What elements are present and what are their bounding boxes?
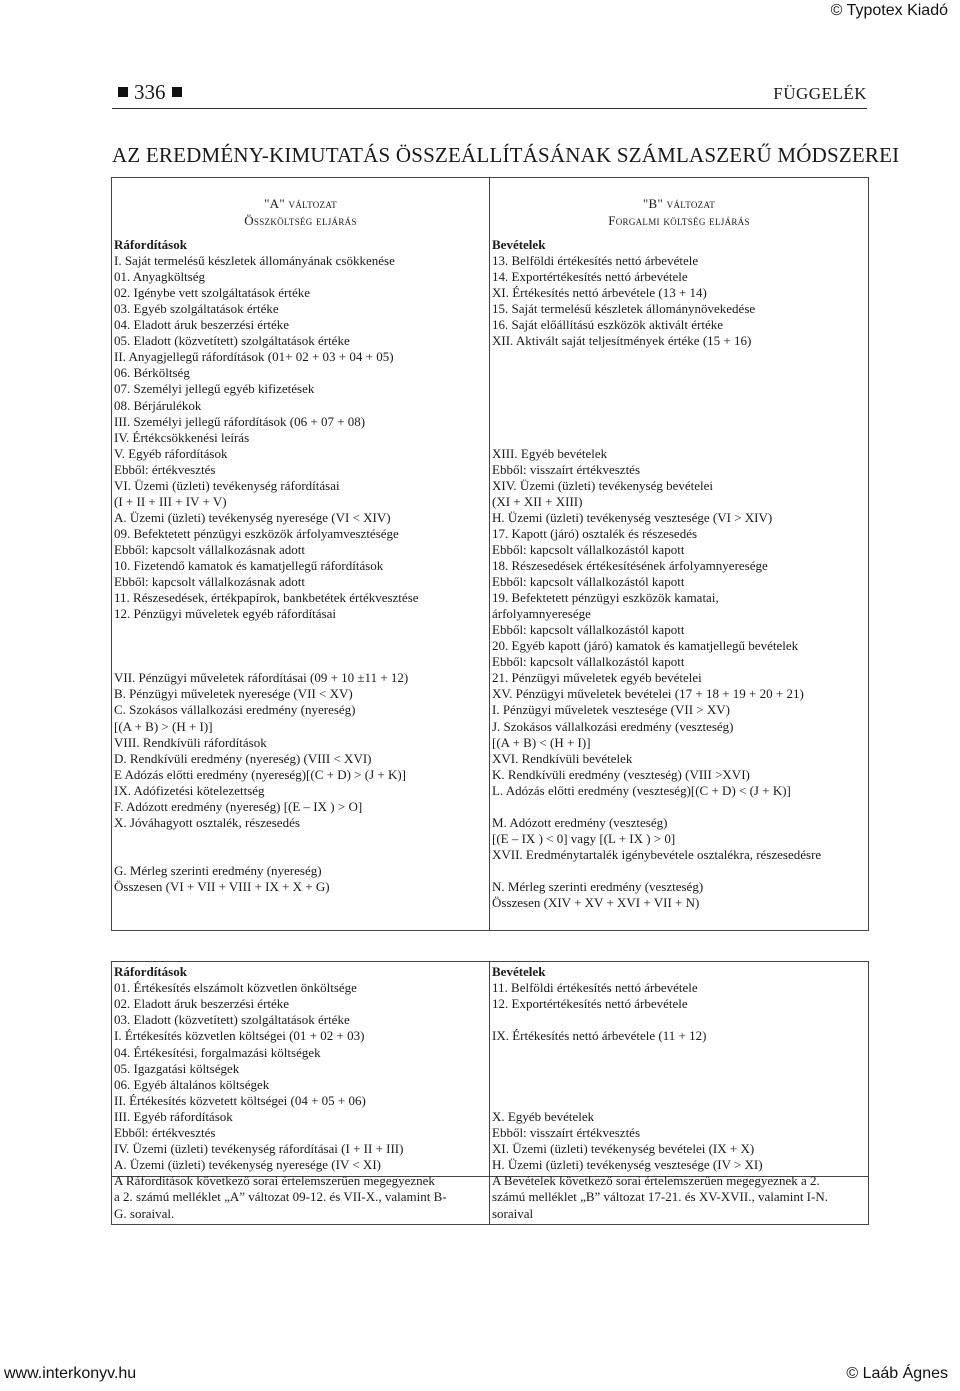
table-line: A Bevételek következő sorai értelemszerűen megegyeznek a 2. [492, 1173, 820, 1189]
table-line: XI. Értékesítés nettó árbevétele (13 + 14) [492, 285, 707, 301]
table-line: 01. Anyagköltség [114, 269, 205, 285]
column-heading: Ráfordítások [114, 964, 187, 979]
table-line: 18. Részesedések értékesítésének árfolyamnyeresége [492, 558, 768, 573]
table-line: 14. Exportértékesítés nettó árbevétele [492, 269, 688, 285]
table-line: 09. Befektetett pénzügyi eszközök árfolyamvesztésége [114, 525, 399, 541]
table-line: 13. Belföldi értékesítés nettó árbevétele [492, 253, 699, 269]
table-line: 20. Egyéb kapott (járó) kamatok és kamatjellegű bevételek [492, 638, 799, 654]
table-line: I. Saját termelésű készletek állományának csökkenése [114, 253, 395, 269]
table-line: [(A + B) > (H + I)] [114, 718, 213, 734]
table-line: IV. Értékcsökkenési leírás [114, 429, 250, 445]
table-line: M. Adózott eredmény (veszteség) [492, 814, 668, 830]
table-line: árfolyamnyeresége [492, 606, 591, 622]
column-heading: Bevételek [492, 964, 546, 979]
section-name: FÜGGELÉK [773, 84, 867, 103]
table-line: Ebből: kapcsolt vállalkozástól kapott [492, 574, 685, 590]
table-line: Ebből: visszaírt értékvesztés [492, 1125, 641, 1140]
page-number-block [112, 80, 188, 105]
table-line: (XI + XII + XIII) [492, 493, 583, 509]
page-title: AZ EREDMÉNY-KIMUTATÁS ÖSSZEÁLLÍTÁSÁNAK SZÁMLASZERŰ MÓDSZEREI [112, 143, 900, 167]
method-comparison-table [111, 177, 869, 931]
table-line: L. Adózás előtti eredmény (veszteség)[(C + D) < (J + K)] [492, 782, 791, 798]
page-header [112, 80, 867, 109]
table-line: A. Üzemi (üzleti) tevékenység nyeresége (IV < XI) [114, 1157, 381, 1173]
table-line: Ebből: kapcsolt vállalkozástól kapott [492, 541, 685, 557]
table-line: Ebből: kapcsolt vállalkozásnak adott [114, 541, 305, 557]
table-line: 19. Befektetett pénzügyi eszközök kamatai, [492, 590, 719, 606]
square-bullet-icon [118, 87, 128, 97]
page-number: 336 [134, 80, 166, 104]
table-line: 05. Eladott (közvetített) szolgáltatások értéke [114, 333, 350, 349]
variant-b-header [490, 195, 868, 229]
table-line: II. Értékesítés közvetett költségei (04 + 05 + 06) [114, 1092, 366, 1108]
table-line: soraival [492, 1205, 534, 1221]
table-line: (I + II + III + IV + V) [114, 493, 227, 509]
column-heading: Bevételek [492, 237, 546, 252]
table-line: XII. Aktivált saját teljesítmények értéke (15 + 16) [492, 333, 752, 349]
table-line: F. Adózott eredmény (nyereség) [(E – IX ) > O] [114, 798, 363, 814]
copyright-watermark-top: © Typotex Kiadó [830, 2, 948, 19]
variant-a-header [112, 195, 489, 229]
table-line: 10. Fizetendő kamatok és kamatjellegű ráfordítások [114, 558, 384, 573]
table-line: K. Rendkívüli eredmény (veszteség) (VIII >XVI) [492, 766, 750, 782]
table-line: Ebből: kapcsolt vállalkozásnak adott [114, 574, 305, 590]
website-watermark: www.interkonyv.hu [4, 1365, 137, 1382]
column-divider [489, 962, 490, 1224]
table-line: X. Egyéb bevételek [492, 1108, 595, 1124]
table-line: Ebből: visszaírt értékvesztés [492, 461, 641, 477]
column-divider [489, 178, 490, 930]
table-line: VII. Pénzügyi műveletek ráfordításai (09 + 10 ±11 + 12) [114, 670, 409, 686]
column-heading: Ráfordítások [114, 237, 187, 252]
table-line: IX. Adófizetési kötelezettség [114, 782, 265, 798]
table-line: 02. Igénybe vett szolgáltatások értéke [114, 285, 311, 301]
table-line: a 2. számú melléklet „A” változat 09-12. és VII-X., valamint B- [114, 1189, 447, 1205]
variant-a-title: "A" változat [264, 196, 337, 211]
square-bullet-icon [172, 87, 182, 97]
table-line: III. Egyéb ráfordítások [114, 1108, 233, 1124]
table-line: 06. Bérköltség [114, 365, 190, 381]
table-line: XI. Üzemi (üzleti) tevékenység bevételei (IX + X) [492, 1141, 755, 1157]
table-line: 04. Értékesítési, forgalmazási költségek [114, 1044, 321, 1060]
table-line: A Ráfordítások következő sorai értelemszerűen megegyeznek [114, 1173, 435, 1189]
table-line: 08. Bérjárulékok [114, 397, 202, 413]
table-line: XVII. Eredménytartalék igénybevétele osztalékra, részesedésre [492, 846, 822, 862]
table-line: Ebből: kapcsolt vállalkozástól kapott [492, 654, 685, 670]
table-line: Ebből: kapcsolt vállalkozástól kapott [492, 622, 685, 638]
table-line: Összesen (XIV + XV + XVI + VII + N) [492, 895, 700, 911]
table-line: 01. Értékesítés elszámolt közvetlen önköltsége [114, 980, 357, 996]
table-line: 06. Egyéb általános költségek [114, 1076, 270, 1092]
table-line: I. Értékesítés közvetlen költségei (01 + 02 + 03) [114, 1028, 365, 1044]
table-line: 04. Eladott áruk beszerzési értéke [114, 317, 290, 333]
table-line: 15. Saját termelésű készletek állománynövekedése [492, 301, 756, 317]
table-line: E Adózás előtti eredmény (nyereség)[(C + D) > (J + K)] [114, 766, 407, 782]
table-line: I. Pénzügyi műveletek vesztesége (VII > XV) [492, 702, 730, 718]
variant-b-subtitle: Forgalmi költség eljárás [608, 213, 750, 228]
variant-b-title: "B" változat [642, 196, 716, 211]
table-line: Összesen (VI + VII + VIII + IX + X + G) [114, 879, 330, 894]
table-line: G. soraival. [114, 1205, 175, 1221]
table-line: 21. Pénzügyi műveletek egyéb bevételei [492, 670, 702, 686]
table-line: számú melléklet „B” változat 17-21. és XV-XVII., valamint I-N. [492, 1189, 828, 1205]
table-line: [(A + B) < (H + I)] [492, 734, 591, 750]
table-line: A. Üzemi (üzleti) tevékenység nyeresége (VI < XIV) [114, 509, 391, 525]
table-line: XVI. Rendkívüli bevételek [492, 750, 633, 766]
table-line: B. Pénzügyi műveletek nyeresége (VII < XV) [114, 686, 353, 702]
table-line: III. Személyi jellegű ráfordítások (06 + 07 + 08) [114, 413, 366, 429]
author-watermark: © Laáb Ágnes [846, 1365, 948, 1382]
table-line: XIV. Üzemi (üzleti) tevékenység bevételei [492, 477, 714, 493]
table-line: H. Üzemi (üzleti) tevékenység vesztesége (IV > XI) [492, 1157, 763, 1173]
table-line: XV. Pénzügyi műveletek bevételei (17 + 18 + 19 + 20 + 21) [492, 686, 804, 702]
table-line: J. Szokásos vállalkozási eredmény (veszteség) [492, 718, 734, 734]
table-line: D. Rendkívüli eredmény (nyereség) (VIII < XVI) [114, 750, 372, 766]
table-line: VIII. Rendkívüli ráfordítások [114, 734, 267, 750]
table-line: 12. Pénzügyi műveletek egyéb ráfordításai [114, 606, 337, 622]
table-line: 17. Kapott (járó) osztalék és részesedés [492, 525, 698, 541]
table-line: C. Szokásos vállalkozási eredmény (nyereség) [114, 702, 356, 718]
table-line: II. Anyagjellegű ráfordítások (01+ 02 + 03 + 04 + 05) [114, 349, 394, 365]
cost-of-sales-table [111, 961, 869, 1225]
table-line: 16. Saját előállítású eszközök aktivált értéke [492, 317, 724, 333]
table-line: VI. Üzemi (üzleti) tevékenység ráfordításai [114, 477, 340, 493]
table-line: 11. Részesedések, értékpapírok, bankbetétek értékvesztése [114, 590, 419, 606]
table-line: X. Jóváhagyott osztalék, részesedés [114, 814, 300, 830]
table-line: Ebből: értékvesztés [114, 1125, 216, 1140]
table-line: 11. Belföldi értékesítés nettó árbevétele [492, 980, 698, 996]
table-line: V. Egyéb ráfordítások [114, 445, 228, 461]
table-line: 02. Eladott áruk beszerzési értéke [114, 996, 290, 1012]
table-line: 05. Igazgatási költségek [114, 1060, 240, 1076]
table-line: H. Üzemi (üzleti) tevékenység vesztesége (VI > XIV) [492, 509, 773, 525]
table-line: 03. Egyéb szolgáltatások értéke [114, 301, 279, 317]
table-line: G. Mérleg szerinti eredmény (nyereség) [114, 862, 322, 878]
table-line: 07. Személyi jellegű egyéb kifizetések [114, 381, 315, 397]
table-line: 12. Exportértékesítés nettó árbevétele [492, 996, 688, 1012]
table-line: 03. Eladott (közvetített) szolgáltatások értéke [114, 1012, 350, 1028]
table-line: N. Mérleg szerinti eredmény (veszteség) [492, 879, 704, 894]
table-line: IX. Értékesítés nettó árbevétele (11 + 12) [492, 1028, 707, 1044]
variant-a-subtitle: Összköltség eljárás [244, 213, 357, 228]
table-line: [(E – IX ) < 0] vagy [(L + IX ) > 0] [492, 830, 676, 846]
table-line: Ebből: értékvesztés [114, 461, 216, 477]
table-line: XIII. Egyéb bevételek [492, 445, 608, 461]
table-line: IV. Üzemi (üzleti) tevékenység ráfordításai (I + II + III) [114, 1141, 404, 1157]
